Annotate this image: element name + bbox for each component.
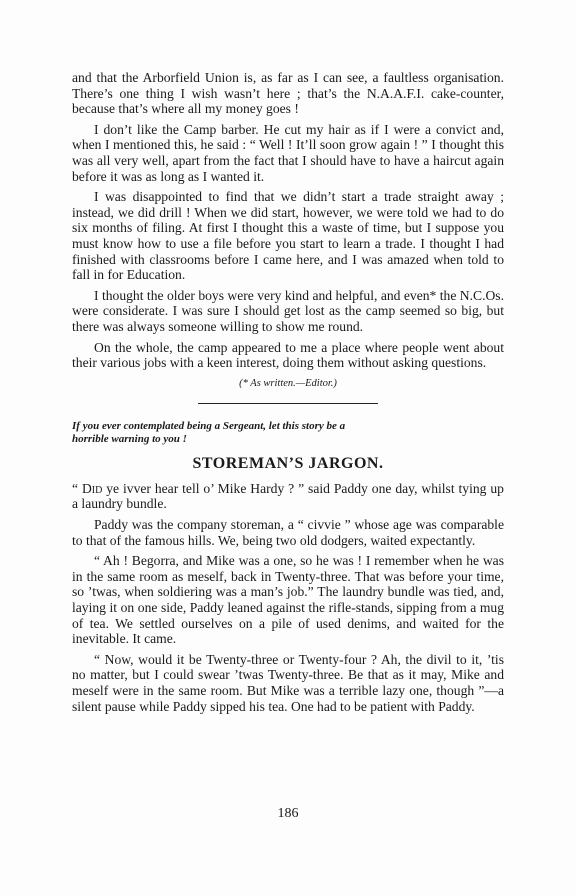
section-divider (198, 403, 378, 404)
paragraph: Paddy was the company storeman, a “ civvie ” whose age was comparable to that of the famous hills. We, being two old dodgers, waited expectantly. (72, 517, 504, 548)
opening-text: ye ivver hear tell o’ Mike Hardy ? ” said Paddy one day, whilst tying up a laundry bundle. (72, 480, 504, 512)
open-quote: “ (72, 480, 82, 496)
text-column (72, 70, 504, 719)
paragraph: “ Ah ! Begorra, and Mike was a one, so he was ! I remember when he was in the same room as meself, back in Twenty-three. That was before your time, so ’twas, when soldiering was a man’s job.” The laundry bundle was tied, and, laying it on one side, Paddy leaned against the rifle-stands, sipping from a mug of tea. We settled ourselves on a pile of used denims, and waited for the inevitable. It came. (72, 553, 504, 647)
paragraph: On the whole, the camp appeared to me a place where people went about their various jobs with a keen interest, doing them without asking questions. (72, 339, 504, 371)
story-intro-note: If you ever contemplated being a Sergeant, let this story be a horrible warning to you ! (72, 420, 346, 446)
story-opening-paragraph (72, 481, 504, 512)
paragraph: “ Now, would it be Twenty-three or Twenty-four ? Ah, the divil to it, ’tis no matter, but I could swear ’twas Twenty-three. Be that as it may, Mike and meself were in the same room. But Mike was a terrible lazy one, though ”—a silent pause while Paddy sipped his tea. One had to be patient with Paddy. (72, 651, 504, 714)
page-number: 186 (277, 806, 299, 821)
story-heading: STOREMAN’S JARGON. (192, 455, 384, 473)
editor-footnote: (* As written.—Editor.) (239, 377, 337, 389)
paragraph: I thought the older boys were very kind and helpful, and even* the N.C.Os. were considerate. I was sure I should get lost as the camp seemed so big, but there was always someone willing to show me round. (72, 287, 504, 334)
paragraph: I don’t like the Camp barber. He cut my hair as if I were a convict and, when I mentioned this, he said : “ Well ! It’ll soon grow again ! ” I thought this was all very well, apart from the fact that I should have to have a haircut again before it was as long as I wanted it. (72, 121, 504, 184)
paragraph: and that the Arborfield Union is, as far as I can see, a faultless organisation. There’s one thing I wish wasn’t here ; that’s the N.A.A.F.I. cake-counter, because that’s where all my money goes ! (72, 70, 504, 117)
drop-word: Did (81, 480, 103, 496)
paragraph: I was disappointed to find that we didn’t start a trade straight away ; instead, we did drill ! When we did start, however, we were told we had to do six months of filing. At first I thought this a waste of time, but I suppose you must know how to use a file before you start to learn a trade. I thought I had finished with classrooms before I came here, and I was amazed when told to fall in for Education. (72, 189, 504, 283)
